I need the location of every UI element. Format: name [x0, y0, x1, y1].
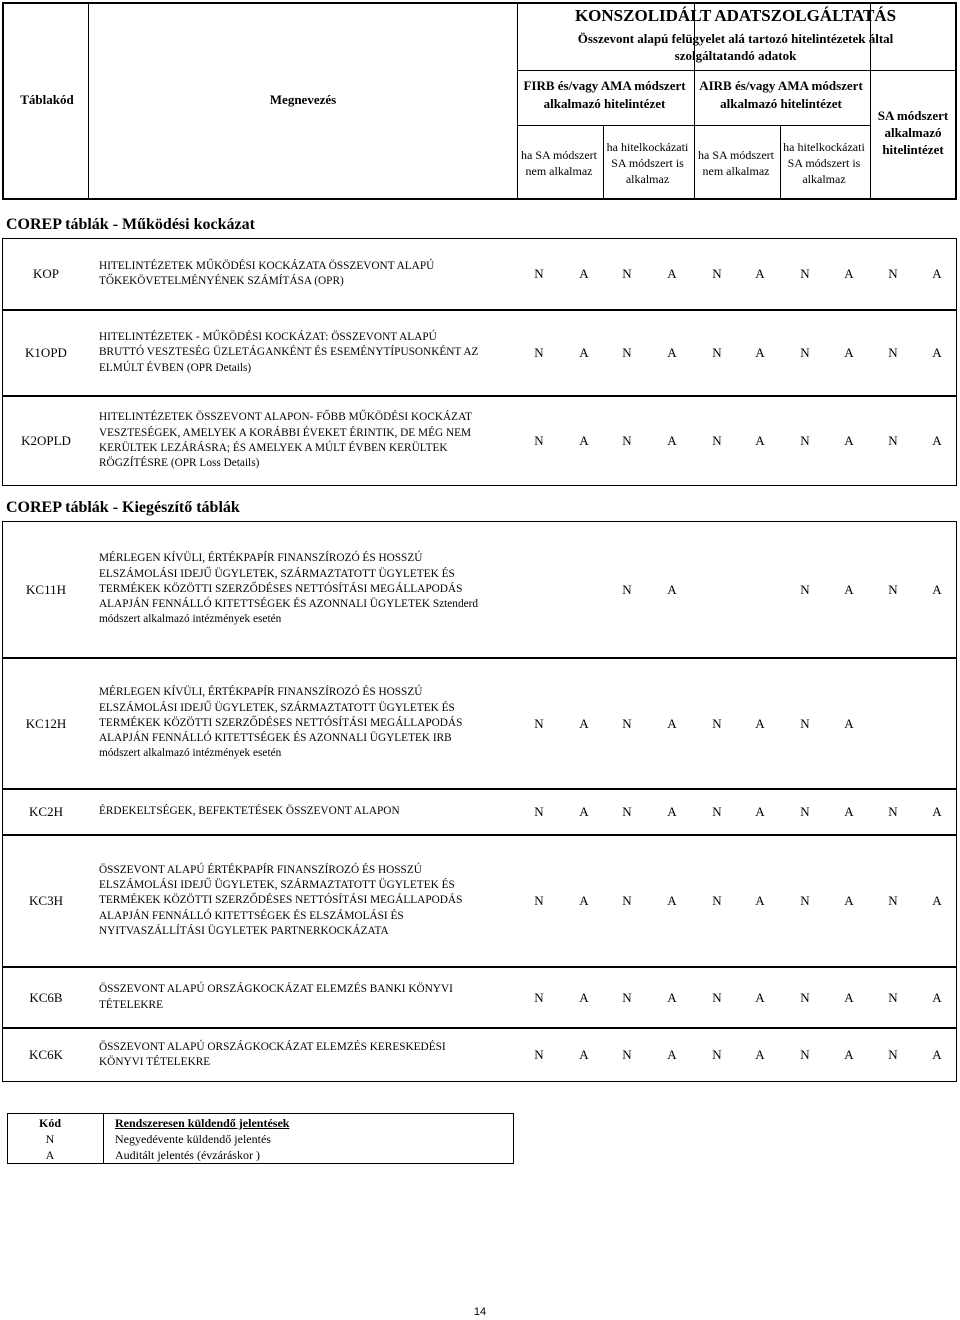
row-code: KC11H — [26, 581, 66, 597]
value-cell: A — [755, 893, 765, 908]
row-name-line: HITELINTÉZETEK MŰKÖDÉSI KOCKÁZATA ÖSSZEVONT ALAPÚ — [99, 259, 435, 272]
value-cell: N — [800, 266, 810, 281]
value-cell: A — [844, 345, 854, 360]
row-name-line: VESZTESÉGEK, AMELYEK A KORÁBBI ÉVEKET ÉRINTIK, DE MÉG NEM — [99, 426, 472, 439]
column-header-sa-2: alkalmazó — [884, 125, 942, 140]
subheader-firb-no-sa-2: nem alkalmaz — [525, 164, 593, 178]
value-cell: A — [932, 266, 942, 281]
column-header-firb: FIRB és/vagy AMA módszert — [523, 78, 686, 93]
value-cell: A — [932, 1047, 942, 1062]
table-row — [2, 789, 957, 835]
value-cell: A — [844, 893, 854, 908]
value-cell: A — [667, 345, 677, 360]
value-cell: A — [579, 266, 589, 281]
value-cell: A — [755, 433, 765, 448]
row-code: K1OPD — [25, 345, 67, 360]
value-cell: N — [534, 1047, 544, 1062]
column-header-sa-3: hitelintézet — [882, 142, 944, 157]
row-code: KC3H — [29, 893, 63, 908]
value-cell: N — [622, 989, 632, 1005]
value-cell — [703, 522, 731, 657]
row-name — [99, 790, 519, 834]
subheader-airb-no-sa: ha SA módszert — [698, 148, 774, 162]
row-name-line: TERMÉKEK KÖZÖTTI SZERZŐDÉSES NETTÓSÍTÁSI MEGÁLLAPODÁS — [99, 716, 463, 729]
value-cell: A — [755, 804, 765, 819]
subheader-firb-with-sa-2: SA módszert is — [611, 156, 684, 170]
row-code: KC6K — [29, 1047, 63, 1062]
value-cell: N — [712, 266, 722, 281]
value-cell: N — [800, 989, 810, 1005]
value-cell: N — [888, 804, 898, 819]
row-name-line: BRUTTÓ VESZTESÉG ÜZLETÁGANKÉNT ÉS ESEMÉNYTÍPUSONKÉNT AZ — [99, 346, 479, 359]
table-row — [2, 658, 957, 789]
legend-key: N — [45, 1132, 55, 1146]
value-cell: N — [622, 266, 632, 281]
legend-key: A — [45, 1148, 55, 1162]
row-name-line: ELMÚLT ÉVBEN (OPR Details) — [99, 361, 252, 374]
row-name-line: TERMÉKEK KÖZÖTTI SZERZŐDÉSES NETTÓSÍTÁSI MEGÁLLAPODÁS — [99, 894, 463, 907]
row-name-line: KERÜLTEK LEZÁRÁSRA; ÉS AMELYEK A MÚLT ÉVBEN KERÜLTEK — [99, 442, 448, 454]
section-title-operational-risk: COREP táblák - Működési kockázat — [6, 216, 255, 233]
row-code: KC6B — [29, 989, 63, 1005]
document-subtitle: Összevont alapú felügyelet alá tartozó hitelintézetek által — [577, 31, 894, 46]
value-cell: A — [667, 893, 677, 908]
value-cell: A — [844, 1047, 854, 1062]
page-number: 14 — [473, 1306, 487, 1318]
value-cell: N — [888, 345, 898, 360]
value-cell: A — [932, 433, 942, 448]
table-row — [2, 1028, 957, 1082]
row-name — [99, 659, 519, 788]
value-cell: N — [888, 433, 898, 448]
row-code: KOP — [32, 266, 59, 281]
row-name-line: ELSZÁMOLÁSI IDEJŰ ÜGYLETEK, SZÁRMAZTATOTT ÜGYLETEK ÉS — [99, 567, 455, 580]
row-code: KC2H — [29, 804, 63, 819]
value-cell: N — [712, 715, 722, 731]
table-row — [2, 310, 957, 396]
value-cell: A — [844, 266, 854, 281]
row-name — [99, 1029, 519, 1081]
value-cell: A — [579, 345, 589, 360]
value-cell: N — [800, 893, 810, 908]
subheader-firb-with-sa: ha hitelkockázati — [606, 140, 689, 154]
legend-value: Negyedévente küldendő jelentés — [115, 1132, 271, 1146]
legend-table — [7, 1113, 514, 1164]
subheader-airb-with-sa-3: alkalmaz — [802, 172, 846, 186]
value-cell — [879, 659, 907, 788]
value-cell: N — [888, 581, 898, 597]
value-cell: N — [534, 715, 544, 731]
table-row — [2, 835, 957, 967]
table-row — [2, 396, 957, 486]
value-cell: A — [844, 581, 854, 597]
value-cell: A — [755, 715, 765, 731]
value-cell: A — [755, 345, 765, 360]
subheader-airb-no-sa-2: nem alkalmaz — [702, 164, 770, 178]
value-cell: N — [712, 433, 722, 448]
row-name-line: ALAPJÁN FENNÁLLÓ KITETTSÉGEK ÉS ELSZÁMOLÁSI ÉS — [99, 909, 404, 922]
row-name-line: ELSZÁMOLÁSI IDEJŰ ÜGYLETEK, SZÁRMAZTATOTT ÜGYLETEK ÉS — [99, 879, 455, 892]
value-cell: N — [534, 804, 544, 819]
row-name — [99, 836, 519, 966]
value-cell: A — [755, 1047, 765, 1062]
row-name — [99, 397, 519, 485]
column-header-megnevezes: Megnevezés — [269, 92, 337, 107]
value-cell — [746, 522, 774, 657]
value-cell: N — [800, 345, 810, 360]
value-cell: N — [622, 1047, 632, 1062]
row-name-line: ÖSSZEVONT ALAPÚ ORSZÁGKOCKÁZAT ELEMZÉS BANKI KÖNYVI — [99, 983, 453, 996]
value-cell: A — [667, 266, 677, 281]
row-name-line: HITELINTÉZETEK ÖSSZEVONT ALAPON- FŐBB MŰKÖDÉSI KOCKÁZAT — [99, 411, 472, 424]
value-cell: N — [712, 1047, 722, 1062]
value-cell: N — [622, 581, 632, 597]
value-cell: A — [755, 989, 765, 1005]
value-cell: A — [844, 715, 854, 731]
row-name-line: ÖSSZEVONT ALAPÚ ÉRTÉKPAPÍR FINANSZÍROZÓ ÉS HOSSZÚ — [99, 863, 422, 876]
value-cell: A — [844, 989, 854, 1005]
column-header-tablekod: Táblakód — [20, 92, 74, 107]
value-cell: N — [712, 989, 722, 1005]
table-row — [2, 967, 957, 1028]
value-cell: A — [844, 804, 854, 819]
value-cell: N — [800, 433, 810, 448]
legend-header-key: Kód — [38, 1116, 61, 1130]
document-title: KONSZOLIDÁLT ADATSZOLGÁLTATÁS — [574, 6, 897, 25]
column-header-airb: AIRB és/vagy AMA módszert — [699, 78, 863, 93]
value-cell: A — [579, 989, 589, 1005]
row-name — [99, 968, 519, 1027]
value-cell: N — [622, 345, 632, 360]
value-cell: N — [534, 345, 544, 360]
value-cell: N — [888, 989, 898, 1005]
section-title-supplementary: COREP táblák - Kiegészítő táblák — [6, 499, 240, 516]
value-cell: N — [534, 433, 544, 448]
column-header-firb-2: alkalmazó hitelintézet — [543, 96, 666, 111]
table-row — [2, 238, 957, 310]
value-cell: A — [667, 989, 677, 1005]
legend-header-value: Rendszeresen küldendő jelentések — [115, 1116, 290, 1130]
value-cell: N — [888, 1047, 898, 1062]
value-cell: N — [888, 266, 898, 281]
row-name-line: TÉTELEKRE — [99, 998, 163, 1011]
row-name-line: HITELINTÉZETEK - MŰKÖDÉSI KOCKÁZAT: ÖSSZEVONT ALAPÚ — [99, 331, 437, 344]
row-name-line: módszert alkalmazó intézmények esetén — [99, 613, 282, 626]
value-cell: A — [579, 433, 589, 448]
value-cell: N — [888, 893, 898, 908]
value-cell: N — [534, 266, 544, 281]
value-cell: A — [932, 581, 942, 597]
value-cell: A — [932, 989, 942, 1005]
value-cell: A — [579, 715, 589, 731]
value-cell: N — [800, 715, 810, 731]
row-name-line: módszert alkalmazó intézmények esetén — [99, 747, 282, 760]
value-cell: A — [667, 804, 677, 819]
value-cell — [525, 522, 553, 657]
value-cell — [923, 659, 951, 788]
value-cell: A — [932, 345, 942, 360]
value-cell: N — [622, 804, 632, 819]
column-header-airb-2: alkalmazó hitelintézet — [720, 96, 842, 111]
row-name-line: MÉRLEGEN KÍVÜLI, ÉRTÉKPAPÍR FINANSZÍROZÓ ÉS HOSSZÚ — [99, 686, 423, 699]
value-cell: N — [622, 893, 632, 908]
row-name-line: RÖGZÍTÉSRE (OPR Loss Details) — [99, 457, 260, 470]
table-row — [2, 521, 957, 658]
value-cell: N — [622, 433, 632, 448]
value-cell: A — [932, 804, 942, 819]
row-name — [99, 311, 519, 395]
row-name-line: TERMÉKEK KÖZÖTTI SZERZŐDÉSES NETTÓSÍTÁSI MEGÁLLAPODÁS — [99, 582, 463, 595]
row-name-line: TŐKEKÖVETELMÉNYÉNEK SZÁMÍTÁSA (OPR) — [99, 275, 344, 287]
value-cell: A — [579, 1047, 589, 1062]
subheader-firb-with-sa-3: alkalmaz — [625, 172, 670, 186]
row-name-line: ALAPJÁN FENNÁLLÓ KITETTSÉGEK ÉS AZONNALI ÜGYLETEK Sztenderd — [99, 598, 479, 611]
value-cell: N — [712, 804, 722, 819]
row-name-line: ÉRDEKELTSÉGEK, BEFEKTETÉSEK ÖSSZEVONT ALAPON — [99, 805, 400, 818]
value-cell: A — [844, 433, 854, 448]
value-cell: A — [932, 893, 942, 908]
value-cell: A — [667, 1047, 677, 1062]
value-cell: A — [579, 804, 589, 819]
value-cell — [570, 522, 598, 657]
value-cell: A — [667, 581, 677, 597]
value-cell: N — [534, 893, 544, 908]
row-name — [99, 239, 519, 309]
row-name-line: KÖNYVI TÉTELEKRE — [99, 1056, 211, 1068]
legend-value: Auditált jelentés (évzáráskor ) — [115, 1148, 260, 1162]
row-name-line: ÖSSZEVONT ALAPÚ ORSZÁGKOCKÁZAT ELEMZÉS KERESKEDÉSI — [99, 1040, 446, 1053]
value-cell: N — [712, 345, 722, 360]
value-cell: A — [667, 433, 677, 448]
value-cell: A — [667, 715, 677, 731]
subheader-airb-with-sa: ha hitelkockázati — [783, 140, 865, 154]
row-name-line: ELSZÁMOLÁSI IDEJŰ ÜGYLETEK, SZÁRMAZTATOTT ÜGYLETEK ÉS — [99, 701, 455, 714]
document-subtitle-2: szolgáltatandó adatok — [674, 48, 797, 63]
value-cell: N — [800, 1047, 810, 1062]
row-code: K2OPLD — [21, 433, 71, 448]
subheader-airb-with-sa-2: SA módszert is — [787, 156, 861, 170]
row-code: KC12H — [25, 715, 67, 731]
value-cell: N — [534, 989, 544, 1005]
column-header-sa: SA módszert — [877, 108, 949, 123]
row-name-line: ALAPJÁN FENNÁLLÓ KITETTSÉGEK ÉS AZONNALI ÜGYLETEK IRB — [99, 732, 452, 745]
row-name-line: MÉRLEGEN KÍVÜLI, ÉRTÉKPAPÍR FINANSZÍROZÓ ÉS HOSSZÚ — [99, 552, 423, 565]
row-name — [99, 522, 519, 657]
value-cell: N — [622, 715, 632, 731]
value-cell: N — [800, 581, 810, 597]
row-name-line: NYITVASZÁLLÍTÁSI ÜGYLETEK PARTNERKOCKÁZATA — [99, 924, 389, 937]
value-cell: A — [579, 893, 589, 908]
value-cell: N — [800, 804, 810, 819]
subheader-firb-no-sa: ha SA módszert — [521, 148, 597, 162]
value-cell: A — [755, 266, 765, 281]
value-cell: N — [712, 893, 722, 908]
